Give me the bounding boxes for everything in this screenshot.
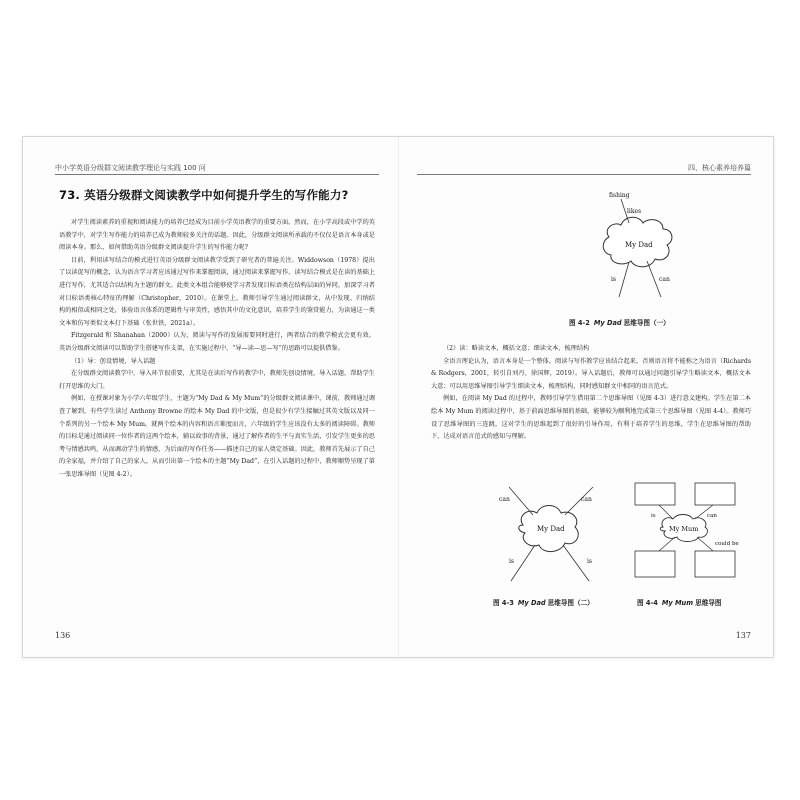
right-running-head: 四、核心素养培养篇 xyxy=(688,164,751,172)
left-page xyxy=(23,137,398,657)
figure-4-2-caption xyxy=(569,317,670,327)
figure-title: 思维导图（二） xyxy=(547,599,594,607)
fig42-likes-label: likes xyxy=(627,208,642,215)
paragraph: Fitzgerald 和 Shanahan（2000）认为，阅读与写作的发展需要同时进行，两者结合的教学模式会更有效。英语分级群文阅读可以帮助学生搭建写作支架，在实施过程中，“导—读—思—写”的思路可以提供借鉴。 xyxy=(59,332,375,352)
fig43-can-left-label: can xyxy=(499,496,510,503)
figure-number: 图 4-3 xyxy=(493,599,514,607)
figure-title: 思维导图（一） xyxy=(623,319,670,327)
figure-title-italic: My Mum xyxy=(661,599,694,607)
fig42-center-label: My Dad xyxy=(625,241,653,249)
fig44-could-be-label: could be xyxy=(715,541,739,547)
left-running-head: 中小学英语分级群文阅读教学理论与实践 100 问 xyxy=(55,164,206,172)
figure-4-3-mind-map xyxy=(489,477,609,592)
right-body-text xyxy=(431,343,751,444)
fig43-center-label: My Dad xyxy=(537,525,565,533)
fig43-is-left-label: is xyxy=(509,558,514,565)
fig43-can-right-label: can xyxy=(581,496,592,503)
paragraph: 在分级群文阅读教学中，导入环节很重要，尤其是在读后写作的教学中，教师先创设情境，导入话题，帮助学生打开思维的大门。 xyxy=(59,370,375,390)
paragraph: 例如，在授课对象为小学六年级学生，主题为“My Dad & My Mum”的分级群文阅读课中，课前，教师通过调查了解到，有些学生读过 Anthony Browne 的绘本 My Dad 的中文版，但是很少有学生接触过其英文版以及同一个系列的另一个绘本 My Mum。就两个绘本的内容和语言难度而言，六年级的学生应该没有太多的阅读障碍。教师的目标是通过阅读同一位作者的这两个绘本，辅以故事的背景，通过了解作者的生平与真实生活，引发学生更多的思考与情感共鸣，从而调动学生的情感，为后面的写作任务——描述自己的家人奠定基础。因此，教师首先展示了自己的全家福，并介绍了自己的家人，从而引出第一个绘本的主题“My Dad”，在引入话题的过程中，教师顺势呈现了第一张思维导图（见图 4-2）。 xyxy=(59,395,375,478)
figure-4-3-caption xyxy=(493,597,594,607)
fig42-fishing-label: fishing xyxy=(609,192,630,199)
figure-number: 图 4-2 xyxy=(569,319,590,327)
fig43-is-right-label: is xyxy=(587,558,592,565)
figure-4-4-mind-map xyxy=(621,477,751,592)
figure-title-italic: My Dad xyxy=(517,599,546,607)
fig44-is-label: is xyxy=(651,513,656,519)
fig44-center-label: My Mum xyxy=(669,525,699,533)
subheading: （1）导：创设情境，导入话题 xyxy=(71,357,156,365)
figure-title: 思维导图 xyxy=(695,599,722,607)
paragraph: 目前，利用读写结合的模式进行英语分级群文阅读教学受到了研究者的普遍关注。Widdowson（1978）提出了以读促写的概念，认为语言学习者应该通过写作来掌握阅读，通过阅读来掌握写作。读写结合模式是在读的基础上进行写作，尤其适合以结构为主题的群文。此类文本组合能够使学习者发现目标语类在结构层面的异同，加深学习者对目标语类核心特征的理解（Christopher，2010）。在课堂上，教师引导学生通过阅读群文，从中发现、归纳结构的相似或相同之处，体验语言体系的逻辑性与审美性，感悟其中的文化意识，培养学生的鉴赏能力，为读通这一类文本和仿写类似文本打下基础（张世铁，2021a）。 xyxy=(59,256,375,327)
figure-4-4-caption xyxy=(637,597,721,607)
figure-title-italic: My Dad xyxy=(593,319,622,327)
right-header-rule xyxy=(417,174,751,175)
book-spread xyxy=(22,136,774,658)
right-page-number: 137 xyxy=(735,631,751,640)
figure-number: 图 4-4 xyxy=(637,599,658,607)
question-title: 73. 英语分级群文阅读教学中如何提升学生的写作能力? xyxy=(59,188,349,202)
left-header-rule xyxy=(55,174,379,175)
right-page xyxy=(399,137,773,657)
paragraph: 例如，在阅读 My Dad 的过程中，教师引导学生借用第二个思维导图（见图 4-3）进行意义建构。学生在第二本绘本 My Mum 的阅读过程中，基于前面思维导图的基础，能够较为顺利地完成第三个思维导图（见图 4-4）。教师巧设了思维导图的三连跳，这对学生的思维起到了很好的引导作用，有利于培养学生的思维，学生在思维导图的帮助下，达成对语言范式的感知与理解。 xyxy=(431,395,751,441)
paragraph: 对学生阅读素养的重视和阅读能力的培养已经成为目前小学英语教学的重要方面。然而，在小学高段或中学的英语教学中，对学生写作能力的培养已成为教师较多关注的话题。因此，分级群文阅读所承载的不仅仅是语言本身或是阅读本身。那么，如何借助英语分级群文阅读提升学生的写作能力呢? xyxy=(59,219,375,252)
left-page-number: 136 xyxy=(55,631,71,640)
fig42-is-label: is xyxy=(611,276,616,283)
fig42-can-label: can xyxy=(659,276,670,283)
figure-4-2-mind-map xyxy=(579,189,699,304)
subheading: （2）读：略读文本，概括文意；细读文本，梳理结构 xyxy=(443,345,590,352)
fig44-can-label: can xyxy=(707,513,717,519)
paragraph: 全语言理论认为，语言本身是一个整体，阅读与写作教学应该结合起来，否则语言将不能称之为语言（Richards & Rodgers，2001，转引自刘丹、徐国辉，2019）。导入话题后，教师可以通过问题引导学生略读文本，概括文本大意；可以用思维导图引导学生细读文本，梳理结构，同时感知群文中相同的语言范式。 xyxy=(431,357,751,390)
left-body-text xyxy=(59,217,375,481)
